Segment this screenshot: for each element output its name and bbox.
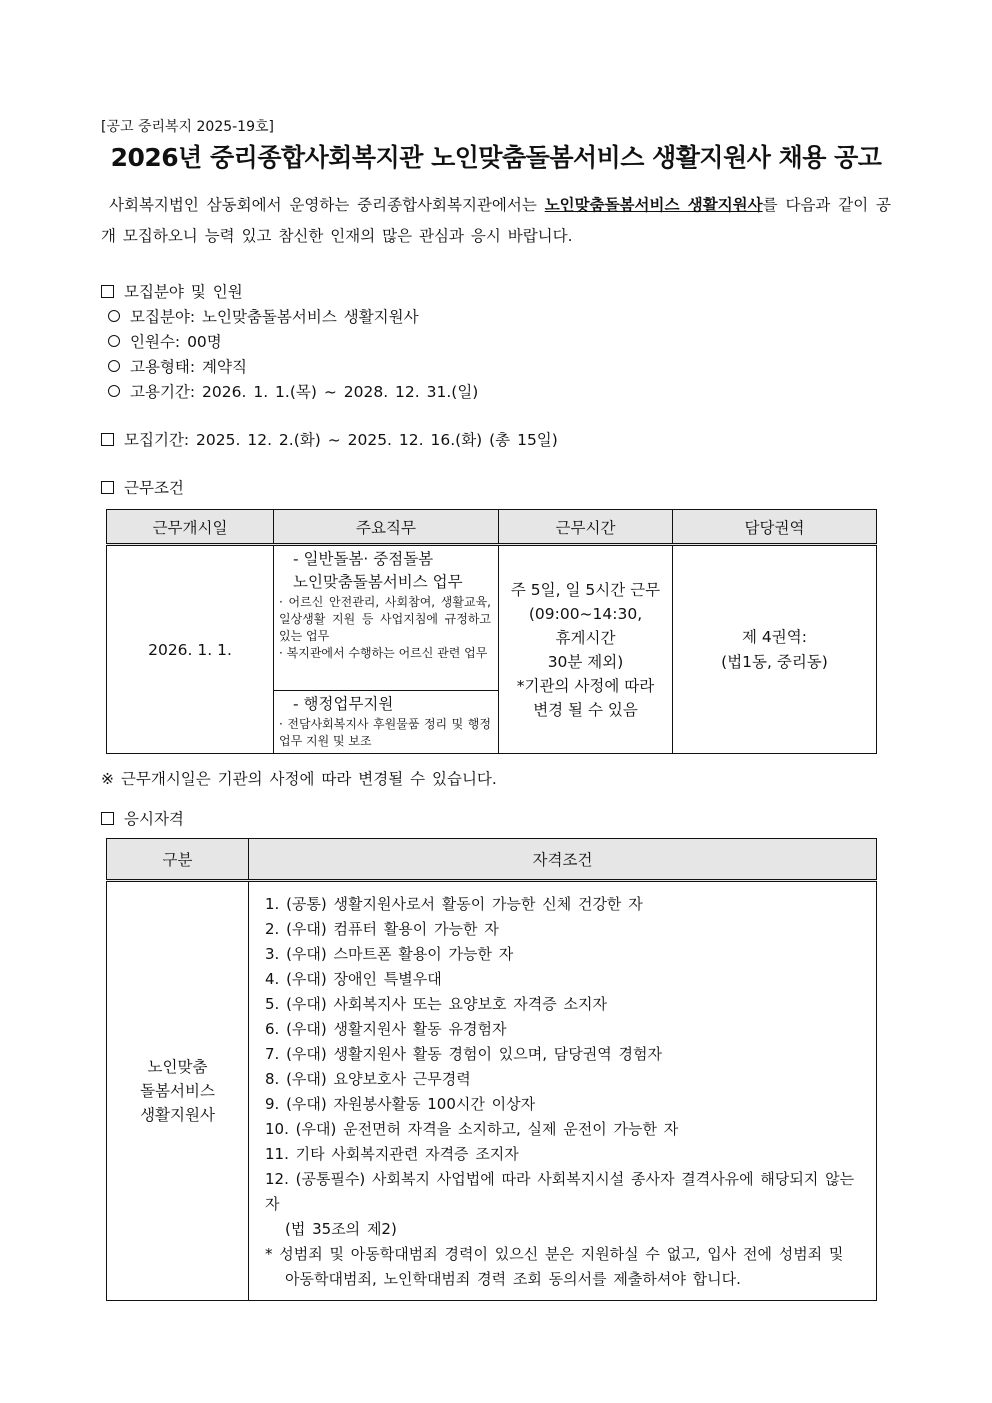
header-duties: 주요직무 xyxy=(274,510,499,545)
page-title: 2026년 중리종합사회복지관 노인맞춤돌봄서비스 생활지원사 채용 공고 xyxy=(110,143,882,172)
requirement-item: 3. (우대) 스마트폰 활용이 가능한 자 xyxy=(265,945,514,963)
recruit-item xyxy=(108,330,222,352)
duty-general-cell xyxy=(274,545,499,691)
category-cell xyxy=(107,881,249,1301)
category-line: 노인맞춤 xyxy=(147,1058,208,1076)
intro-text-before: 사회복지법인 삼동회에서 운영하는 중리종합사회복지관에서는 xyxy=(109,196,545,214)
duty2-title: - 행정업무지원 xyxy=(293,695,394,713)
recruit-item-text: 모집분야: 노인맞춤돌봄서비스 생활지원사 xyxy=(130,308,419,326)
requirement-note: * 성범죄 및 아동학대범죄 경력이 있으신 분은 지원하실 수 없고, 입사 전에 성범죄 및 xyxy=(265,1245,844,1263)
intro-paragraph xyxy=(101,190,891,252)
qualification-heading xyxy=(101,807,184,829)
qualification-table xyxy=(106,838,877,1301)
requirement-item: 7. (우대) 생활지원사 활동 경험이 있으며, 담당권역 경험자 xyxy=(265,1045,662,1063)
header-start-date: 근무개시일 xyxy=(107,510,274,545)
requirements-cell xyxy=(249,881,877,1301)
header-requirements: 자격조건 xyxy=(249,839,877,881)
checkbox-square-icon xyxy=(101,433,114,446)
hours-line: *기관의 사정에 따라 xyxy=(516,676,655,695)
requirement-item: 5. (우대) 사회복지사 또는 요양보호 자격증 소지자 xyxy=(265,995,607,1013)
duty1-detail-b: · 복지관에서 수행하는 어르신 관련 업무 xyxy=(279,646,488,660)
requirement-item: 1. (공통) 생활지원사로서 활동이 가능한 신체 건강한 자 xyxy=(265,895,643,913)
requirement-item: 11. 기타 사회복지관련 자격증 조지자 xyxy=(265,1145,519,1163)
recruit-item xyxy=(108,380,478,402)
recruit-heading-text: 모집분야 및 인원 xyxy=(124,283,243,301)
recruit-item-text: 고용형태: 계약직 xyxy=(130,358,247,376)
conditions-heading-text: 근무조건 xyxy=(124,479,184,497)
hours-line: 변경 될 수 있음 xyxy=(533,700,638,719)
region-cell xyxy=(673,545,877,754)
requirement-item: 12. (공통필수) 사회복지 사업법에 따라 사회복지시설 종사자 결격사유에 해당되지 않는 자 xyxy=(265,1170,855,1213)
region-line: (법1동, 중리동) xyxy=(721,652,828,671)
category-line: 생활지원사 xyxy=(140,1106,215,1124)
recruit-heading xyxy=(101,280,243,302)
conditions-table xyxy=(106,509,877,754)
header-region: 담당권역 xyxy=(673,510,877,545)
hours-line: 휴게시간 xyxy=(555,628,616,647)
period-heading xyxy=(101,428,558,450)
requirement-item: 6. (우대) 생활지원사 활동 유경험자 xyxy=(265,1020,507,1038)
hours-line: (09:00~14:30, xyxy=(528,604,643,623)
recruit-item xyxy=(108,305,419,327)
requirement-item: 8. (우대) 요양보호사 근무경력 xyxy=(265,1070,471,1088)
requirement-item: 4. (우대) 장애인 특별우대 xyxy=(265,970,442,988)
circle-bullet-icon xyxy=(108,310,120,322)
requirement-item: 2. (우대) 컴퓨터 활용이 가능한 자 xyxy=(265,920,499,938)
conditions-note: ※ 근무개시일은 기관의 사정에 따라 변경될 수 있습니다. xyxy=(101,770,497,788)
checkbox-square-icon xyxy=(101,812,114,825)
recruit-item xyxy=(108,355,247,377)
conditions-heading xyxy=(101,476,184,498)
duty1-title-a: - 일반돌봄· 중점돌봄 xyxy=(293,550,434,568)
checkbox-square-icon xyxy=(101,481,114,494)
requirement-item: 10. (우대) 운전면허 자격을 소지하고, 실제 운전이 가능한 자 xyxy=(265,1120,679,1138)
intro-highlight: 노인맞춤돌봄서비스 생활지원사 xyxy=(544,196,763,214)
hours-cell xyxy=(499,545,673,754)
recruit-item-text: 인원수: 00명 xyxy=(130,333,222,351)
circle-bullet-icon xyxy=(108,360,120,372)
qualification-heading-text: 응시자격 xyxy=(124,810,184,828)
header-hours: 근무시간 xyxy=(499,510,673,545)
duty1-title-b: 노인맞춤돌봄서비스 업무 xyxy=(293,573,463,591)
hours-line: 주 5일, 일 5시간 근무 xyxy=(510,580,661,599)
category-line: 돌봄서비스 xyxy=(140,1082,215,1100)
circle-bullet-icon xyxy=(108,335,120,347)
checkbox-square-icon xyxy=(101,285,114,298)
duty-admin-cell xyxy=(274,691,499,754)
notice-id: [공고 중리복지 2025-19호] xyxy=(101,119,274,135)
start-date-cell: 2026. 1. 1. xyxy=(107,545,274,754)
period-text: 모집기간: 2025. 12. 2.(화) ~ 2025. 12. 16.(화) (총 15일) xyxy=(124,431,558,449)
duty1-detail-a: · 어르신 안전관리, 사회참여, 생활교육, 일상생활 지원 등 사업지침에 규정하고 있는 업무 xyxy=(279,595,491,643)
circle-bullet-icon xyxy=(108,385,120,397)
region-line: 제 4권역: xyxy=(742,627,807,646)
hours-line: 30분 제외) xyxy=(547,652,624,671)
requirement-item-continued: (법 35조의 제2) xyxy=(285,1220,397,1238)
intro-text-after: 를 다음과 같이 공개 모집하오니 능력 있고 참신한 인재의 많은 관심과 응시 바랍니다. xyxy=(101,196,892,245)
requirement-note-continued: 아동학대범죄, 노인학대범죄 경력 조회 동의서를 제출하셔야 합니다. xyxy=(285,1270,741,1288)
recruit-item-text: 고용기간: 2026. 1. 1.(목) ~ 2028. 12. 31.(일) xyxy=(130,383,479,401)
duty2-detail: · 전담사회복지사 후원물품 정리 및 행정업무 지원 및 보조 xyxy=(279,717,491,748)
header-category: 구분 xyxy=(107,839,249,881)
requirement-item: 9. (우대) 자원봉사활동 100시간 이상자 xyxy=(265,1095,536,1113)
